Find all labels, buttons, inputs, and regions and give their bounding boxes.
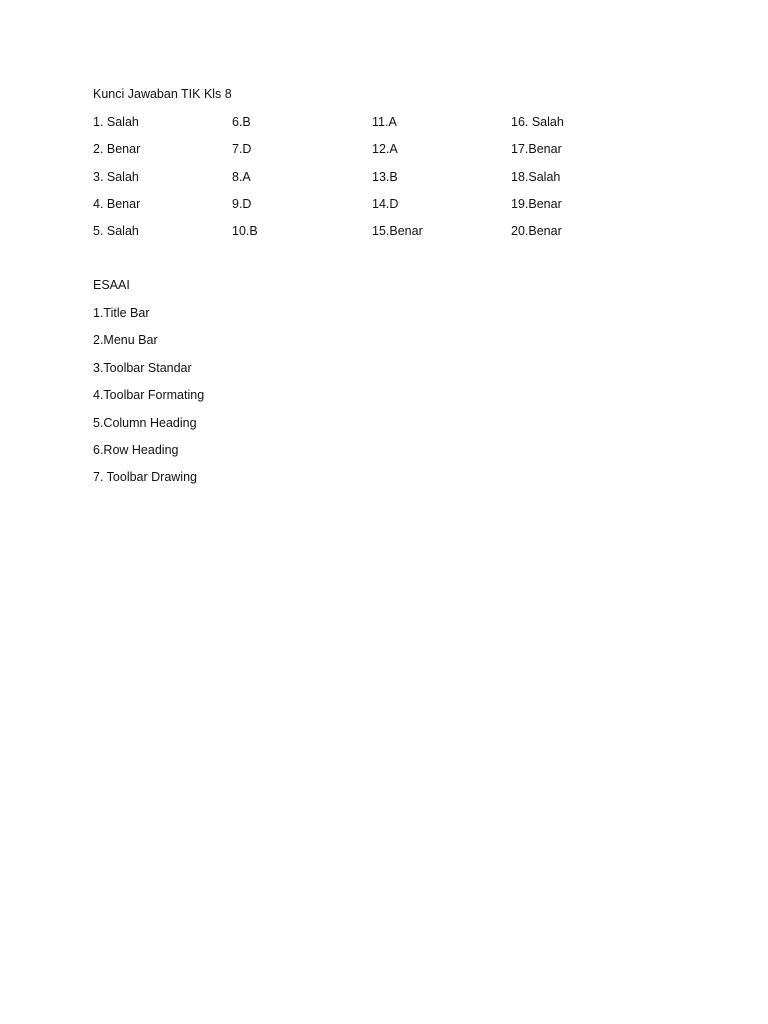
answer-row bbox=[93, 224, 693, 251]
essay-item: 3.Toolbar Standar bbox=[93, 360, 192, 375]
answer-cell: 13.B bbox=[372, 169, 398, 184]
answer-cell: 19.Benar bbox=[511, 196, 562, 211]
essay-item: 5.Column Heading bbox=[93, 415, 197, 430]
answer-cell: 5. Salah bbox=[93, 224, 139, 239]
answer-cell: 6.B bbox=[232, 115, 251, 129]
answer-cell: 1. Salah bbox=[93, 115, 139, 129]
essay-item: 7. Toolbar Drawing bbox=[93, 470, 197, 485]
answer-cell: 17.Benar bbox=[511, 142, 562, 157]
answer-cell: 2. Benar bbox=[93, 142, 141, 157]
essay-item: 6.Row Heading bbox=[93, 442, 179, 457]
answer-row bbox=[93, 197, 693, 224]
essay-answer-list bbox=[93, 306, 204, 498]
answer-cell: 18.Salah bbox=[511, 169, 561, 184]
answer-key-grid bbox=[93, 115, 693, 251]
essay-heading: ESAAI bbox=[93, 278, 130, 292]
document-title: Kunci Jawaban TIK Kls 8 bbox=[93, 87, 232, 101]
essay-item: 2.Menu Bar bbox=[93, 333, 158, 348]
answer-cell: 11.A bbox=[372, 115, 397, 129]
answer-cell: 15.Benar bbox=[372, 224, 423, 239]
answer-cell: 9.D bbox=[232, 196, 252, 211]
essay-item: 1.Title Bar bbox=[93, 306, 150, 320]
answer-cell: 8.A bbox=[232, 169, 251, 184]
answer-cell: 12.A bbox=[372, 142, 398, 157]
essay-item: 4.Toolbar Formating bbox=[93, 388, 205, 403]
answer-row bbox=[93, 115, 693, 142]
answer-row bbox=[93, 170, 693, 197]
answer-cell: 14.D bbox=[372, 196, 399, 211]
answer-cell: 16. Salah bbox=[511, 115, 564, 129]
answer-cell: 7.D bbox=[232, 142, 252, 157]
answer-cell: 20.Benar bbox=[511, 224, 562, 239]
answer-cell: 10.B bbox=[232, 224, 258, 239]
answer-cell: 4. Benar bbox=[93, 196, 141, 211]
answer-row bbox=[93, 142, 693, 169]
answer-cell: 3. Salah bbox=[93, 169, 139, 184]
